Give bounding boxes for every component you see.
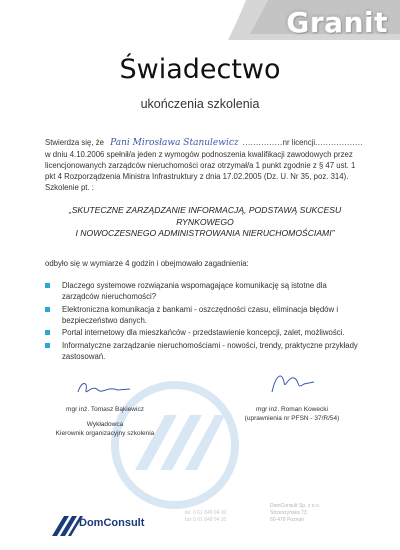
program-title bbox=[45, 205, 365, 240]
bullet-square-icon bbox=[45, 283, 50, 288]
certificate-statement: w dniu 4.10.2006 spełnił/a jeden z wymogów podnoszenia kwalifikacji zawodowych przez licencjonowanych zarządców nieruchomości oraz otrzymał/a 1 punkt zgodnie z § 47 ust. 1 pkt 4 Rozporządzenia Ministra Infrastruktury z dnia 17.02.2005 (Dz. U. Nr 35, poz. 314). Szkolenie pt. : bbox=[45, 150, 356, 192]
bullet-square-icon bbox=[45, 330, 50, 335]
program-title-line1: „SKUTECZNE ZARZĄDZANIE INFORMACJĄ, PODSTAWĄ SUKCESU RYNKOWEGO bbox=[68, 205, 342, 227]
recipient-name: Pani Mirosława Stanulewicz bbox=[110, 138, 239, 148]
signature-right bbox=[222, 368, 362, 423]
page-title: Świadectwo bbox=[119, 54, 281, 85]
list-item bbox=[45, 327, 365, 338]
line1-dots: ............... bbox=[242, 138, 283, 147]
signature-left-role1: Wykładowca bbox=[86, 421, 124, 428]
signature-scribble-left bbox=[30, 378, 180, 400]
signature-scribble-right bbox=[222, 368, 362, 400]
list-item bbox=[45, 340, 365, 362]
signature-left bbox=[30, 378, 180, 438]
footer-contact-line: fax 0 61 849 94 31 bbox=[185, 517, 227, 523]
footer-contact-line: tel. 0 61 849 94 30 bbox=[185, 510, 227, 516]
domconsult-logo: DomConsult bbox=[79, 517, 145, 529]
signature-right-name: mgr inż. Roman Kowecki bbox=[256, 406, 328, 413]
footer-address-line: Strzeszyńska 73 bbox=[270, 510, 307, 516]
list-item bbox=[45, 280, 365, 302]
footer-address-line: DomConsult Sp. z o.o. bbox=[270, 503, 321, 509]
topic-text: Dlaczego systemowe rozwiązania wspomagające komunikację są istotne dla zarządców nieruchomości? bbox=[62, 281, 327, 301]
topic-text: Informatyczne zarządzanie nieruchomościami - nowości, trendy, praktyczne przykłady zastosowań. bbox=[62, 340, 358, 361]
signature-right-role1: (uprawnienia nr PFSN - 37/R/54) bbox=[244, 415, 340, 422]
list-item bbox=[45, 304, 365, 326]
certificate-body bbox=[45, 137, 365, 193]
page-subtitle: ukończenia szkolenia bbox=[140, 97, 260, 111]
license-label: nr licencji bbox=[282, 138, 316, 147]
bullet-square-icon bbox=[45, 343, 50, 348]
topic-text: Elektroniczna komunikacja z bankami - oszczędności czasu, eliminacja błędów i bezpieczeństwo danych. bbox=[62, 304, 339, 325]
granit-logo: Granit bbox=[286, 6, 388, 39]
program-title-line2: I NOWOCZESNEGO ADMINISTROWANIA NIERUCHOMOŚCIAMI” bbox=[75, 228, 335, 238]
topic-list bbox=[45, 280, 365, 363]
footer-contact bbox=[185, 510, 226, 524]
line1-prefix: Stwierdza się, że bbox=[45, 138, 104, 147]
bullet-square-icon bbox=[45, 307, 50, 312]
signature-left-name: mgr inż. Tomasz Bąkiewicz bbox=[66, 406, 144, 413]
signature-left-role2: Kierownik organizacyjny szkolenia bbox=[55, 430, 155, 437]
footer-address bbox=[270, 503, 320, 524]
footer-address-line: 60-479 Poznań bbox=[270, 517, 304, 523]
topic-text: Portal internetowy dla mieszkańców - przedstawienie koncepcji, zalet, możliwości. bbox=[62, 328, 345, 337]
license-dots: .................. bbox=[315, 138, 364, 147]
scope-intro: odbyło się w wymiarze 4 godzin i obejmowało zagadnienia: bbox=[45, 259, 249, 268]
